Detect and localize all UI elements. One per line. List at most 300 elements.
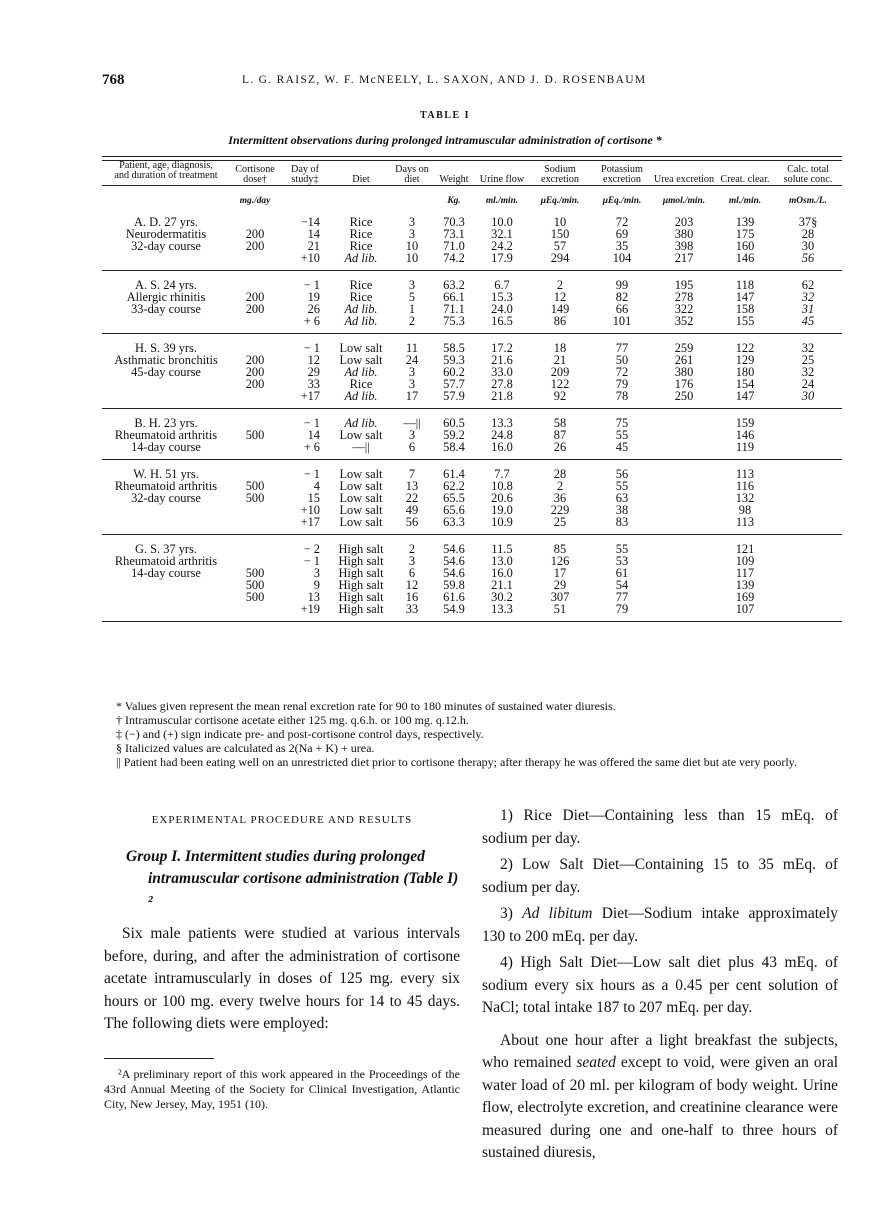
table-cell: 3 — [313, 566, 320, 580]
table-cell — [652, 460, 716, 481]
table-cell: 87 — [553, 428, 567, 442]
table-row — [102, 441, 842, 460]
table-cell: 62.2 — [443, 479, 465, 493]
table-cell: 77 — [615, 590, 629, 604]
table-cell — [230, 208, 280, 228]
table-cell: 278 — [674, 290, 694, 304]
table-cell: 352 — [674, 314, 694, 328]
table-row — [102, 291, 842, 303]
table-cell — [230, 460, 280, 481]
table-cell: H. S. 39 yrs. — [135, 341, 197, 355]
table-cell: 45 — [801, 314, 815, 328]
table-cell — [652, 555, 716, 567]
table-cell: 29 — [553, 578, 567, 592]
table-cell: 200 — [245, 302, 265, 316]
table-cell: 15.3 — [491, 290, 513, 304]
table-cell: 13.3 — [491, 416, 513, 430]
table-cell — [230, 516, 280, 535]
table-cell: 7.7 — [494, 467, 510, 481]
table-row — [102, 603, 842, 622]
table-cell: 19.0 — [491, 503, 513, 517]
table-cell: 54.6 — [443, 542, 465, 556]
footnote: || Patient had been eating well on an unrestricted diet prior to cortisone therapy; after therapy he was offered the same diet but ate very poorly. — [116, 755, 797, 769]
table-cell: 3 — [408, 428, 416, 442]
table-cell: —|| — [352, 440, 370, 454]
table-row — [102, 504, 842, 516]
table-row — [102, 567, 842, 579]
table-cell: 3 — [408, 365, 416, 379]
table-cell: 73.1 — [443, 227, 465, 241]
unit-cell — [102, 186, 230, 209]
column-header: Diet — [330, 161, 392, 186]
table-cell: − 1 — [303, 341, 320, 355]
table-cell — [774, 409, 842, 430]
footnote-rule — [104, 1058, 214, 1059]
table-cell: 2 — [408, 314, 416, 328]
table-cell — [102, 591, 230, 603]
table-row — [102, 492, 842, 504]
table-cell: 24.2 — [491, 239, 513, 253]
table-cell: 500 — [245, 491, 265, 505]
table-footnotes — [102, 699, 842, 769]
column-header: Potassium excretion — [592, 161, 652, 186]
table-cell: 11 — [406, 341, 418, 355]
table-cell: +10 — [300, 503, 320, 517]
table-cell: 500 — [245, 479, 265, 493]
table-cell — [230, 315, 280, 334]
table-row — [102, 516, 842, 535]
table-cell: 38 — [615, 503, 629, 517]
table-cell — [652, 591, 716, 603]
table-cell: 54 — [615, 578, 629, 592]
table-cell — [774, 591, 842, 603]
table-cell: 203 — [674, 215, 694, 229]
table-cell: 15 — [307, 491, 320, 505]
table-cell: 10.9 — [491, 515, 513, 529]
table-cell: 261 — [674, 353, 694, 367]
table-cell: 30.2 — [491, 590, 513, 604]
diet-3-rest: Diet—Sodium intake approximately 130 to 200 mEq. per day. — [482, 905, 838, 945]
table-cell: 65.6 — [443, 503, 465, 517]
table-cell: 9 — [313, 578, 320, 592]
footnote-2: ²A preliminary report of this work appeared in the Proceedings of the 43rd Annual Meeting of the Society for Clinical Investigation, Atlantic City, New Jersey, May, 1951 (10). — [104, 1066, 460, 1111]
table-cell: 63 — [615, 491, 629, 505]
table-cell: 200 — [245, 353, 265, 367]
group-heading: Group I. Intermittent studies during prolonged intramuscular cortisone administration (Table I) ² — [126, 847, 459, 910]
table-cell: 59.8 — [443, 578, 465, 592]
table-cell: 75 — [615, 416, 629, 430]
table-cell: 25 — [801, 353, 815, 367]
table-cell: 12 — [553, 290, 567, 304]
table-cell: Rice — [349, 278, 373, 292]
table-cell: Rheumatoid arthritis — [114, 479, 218, 493]
table-cell: 27.8 — [491, 377, 513, 391]
table-cell: 26 — [307, 302, 320, 316]
table-cell: 72 — [615, 365, 629, 379]
table-caption: Intermittent observations during prolonged intramuscular administration of cortisone * — [228, 133, 662, 147]
table-cell — [774, 516, 842, 535]
table-cell: 12 — [405, 578, 419, 592]
table-cell: 60.2 — [443, 365, 465, 379]
table-cell — [774, 579, 842, 591]
table-cell: 45 — [615, 440, 629, 454]
table-cell: 32.1 — [491, 227, 513, 241]
table-cell: Low salt — [339, 353, 383, 367]
table-cell: 160 — [735, 239, 755, 253]
table-cell: 55 — [615, 428, 629, 442]
table-cell: Low salt — [339, 467, 383, 481]
table-label: TABLE I — [419, 110, 471, 121]
table-cell: 200 — [245, 239, 265, 253]
table-cell: 26 — [553, 440, 567, 454]
footnote: † Intramuscular cortisone acetate either 125 mg. q.6.h. or 100 mg. q.12.h. — [116, 713, 469, 727]
table-cell: 24 — [801, 377, 815, 391]
table-cell: 146 — [735, 251, 755, 265]
unit-cell: ml./min. — [485, 196, 519, 206]
table-cell — [774, 480, 842, 492]
table-row — [102, 555, 842, 567]
table-cell: 99 — [615, 278, 629, 292]
section-title: EXPERIMENTAL PROCEDURE AND RESULTS — [151, 814, 413, 826]
table-cell: 32-day course — [131, 491, 201, 505]
table-cell: 113 — [735, 515, 755, 529]
unit-cell: ml./min. — [728, 196, 762, 206]
table-cell: Rheumatoid arthritis — [114, 428, 218, 442]
table-cell — [102, 390, 230, 409]
table-cell: 70.3 — [443, 215, 465, 229]
table-cell: 19 — [307, 290, 320, 304]
table-cell: − 1 — [303, 554, 320, 568]
table-cell: 32 — [801, 290, 815, 304]
column-header: Weight — [432, 161, 476, 186]
table-cell: 69 — [615, 227, 629, 241]
table-cell: 58.4 — [443, 440, 465, 454]
table-cell: 51 — [553, 602, 567, 616]
table-cell: 56 — [405, 515, 419, 529]
table-cell: 65.5 — [443, 491, 465, 505]
table-cell — [652, 409, 716, 430]
table-cell: 33 — [405, 602, 419, 616]
unit-cell: mg./day — [239, 196, 271, 206]
table-row — [102, 354, 842, 366]
table-cell — [230, 603, 280, 622]
table-cell — [652, 603, 716, 622]
table-cell: Neurodermatitis — [125, 227, 207, 241]
table-cell: Ad lib. — [344, 365, 378, 379]
table-cell: 12 — [307, 353, 320, 367]
table-cell: 17.9 — [491, 251, 513, 265]
table-cell: − 1 — [303, 416, 320, 430]
table-cell — [102, 378, 230, 390]
table-cell: 7 — [408, 467, 416, 481]
data-table — [102, 161, 842, 622]
table-cell: 1 — [408, 302, 416, 316]
table-cell — [230, 271, 280, 292]
page-number: 768 — [102, 72, 125, 88]
table-cell: 71.0 — [443, 239, 465, 253]
table-cell: 57 — [553, 239, 567, 253]
table-cell: 49 — [405, 503, 419, 517]
table-cell: 58.5 — [443, 341, 465, 355]
table-cell: 66.1 — [443, 290, 465, 304]
table-cell: Low salt — [339, 341, 383, 355]
table-cell: 25 — [553, 515, 567, 529]
table-cell: 3 — [408, 377, 416, 391]
table-cell: 200 — [245, 365, 265, 379]
table-cell: 139 — [735, 215, 755, 229]
table-cell: Rice — [349, 227, 373, 241]
table-cell: 36 — [553, 491, 567, 505]
table-cell: 82 — [615, 290, 629, 304]
table-cell — [774, 441, 842, 460]
table-cell: 33.0 — [491, 365, 513, 379]
table-cell: 33 — [307, 377, 320, 391]
table-cell: +19 — [300, 602, 320, 616]
table-cell: Low salt — [339, 479, 383, 493]
table-cell: 85 — [553, 542, 567, 556]
table-cell — [230, 504, 280, 516]
table-row — [102, 334, 842, 355]
table-cell — [652, 429, 716, 441]
diet-2: 2) Low Salt Diet—Containing 15 to 35 mEq. of sodium per day. — [482, 856, 838, 896]
table-cell — [102, 516, 230, 535]
table-cell: 16 — [405, 590, 419, 604]
footnote: § Italicized values are calculated as 2(Na + K) + urea. — [116, 741, 375, 755]
table-cell: 54.6 — [443, 566, 465, 580]
table-cell — [102, 579, 230, 591]
table-cell — [102, 315, 230, 334]
table-cell: 60.5 — [443, 416, 465, 430]
table-cell: 55 — [615, 479, 629, 493]
table-cell: Low salt — [339, 491, 383, 505]
table-cell: 92 — [553, 389, 567, 403]
table-cell: 500 — [245, 428, 265, 442]
table-cell: Ad lib. — [344, 314, 378, 328]
table-cell: 17.2 — [491, 341, 513, 355]
table-cell: 113 — [735, 467, 755, 481]
table-cell: 17 — [553, 566, 567, 580]
table-cell: 59.3 — [443, 353, 465, 367]
table-cell: 200 — [245, 377, 265, 391]
table-cell: 17 — [405, 389, 419, 403]
table-row — [102, 591, 842, 603]
table-cell: 54.6 — [443, 554, 465, 568]
table-cell: − 2 — [303, 542, 320, 556]
table-units-row — [102, 186, 842, 209]
table-row — [102, 366, 842, 378]
diet-3-label: 3) — [500, 905, 523, 922]
table-cell: 53 — [615, 554, 629, 568]
table-cell — [652, 480, 716, 492]
table-cell: Ad lib. — [344, 389, 378, 403]
table-cell: +17 — [300, 515, 320, 529]
table-cell: Rice — [349, 215, 373, 229]
table-cell: 6 — [408, 440, 416, 454]
table-cell: 56 — [801, 251, 815, 265]
unit-cell: μEq./min. — [602, 196, 642, 206]
intro-paragraph: Six male patients were studied at various intervals before, during, and after the administration of cortisone acetate intramuscularly in doses of 125 mg. every six hours or 100 mg. every twelve hours for 14 to 45 days. The following diets were employed: — [104, 925, 460, 1032]
table-cell — [774, 567, 842, 579]
table-cell: 380 — [674, 365, 694, 379]
table-cell: Rice — [349, 377, 373, 391]
unit-cell: μmol./min. — [662, 196, 706, 206]
table-cell: 11.5 — [491, 542, 513, 556]
table-cell: 10 — [405, 251, 419, 265]
table-cell: 200 — [245, 227, 265, 241]
table-cell — [652, 535, 716, 556]
procedure-italic: seated — [576, 1054, 616, 1071]
table-cell: 14 — [307, 227, 320, 241]
table-cell — [774, 492, 842, 504]
table-cell: Rice — [349, 290, 373, 304]
table-cell: 33-day course — [131, 302, 201, 316]
procedure-text-a: About one hour after a light breakfast the subjects, who remained — [482, 1031, 838, 1071]
table-row — [102, 303, 842, 315]
column-header: Day of study‡ — [280, 161, 330, 186]
table-cell: 307 — [550, 590, 570, 604]
table-cell: 37§ — [798, 215, 818, 229]
table-cell: 3 — [408, 278, 416, 292]
footnote: * Values given represent the mean renal excretion rate for 90 to 180 minutes of sustained water diuresis. — [116, 699, 616, 713]
table-cell: 24.8 — [491, 428, 513, 442]
table-cell: 10.8 — [491, 479, 513, 493]
table-cell: 118 — [735, 278, 755, 292]
table-cell: High salt — [338, 566, 384, 580]
table-cell: 101 — [612, 314, 632, 328]
procedure-paragraph — [482, 1030, 838, 1165]
table-cell: 83 — [615, 515, 629, 529]
table-cell: 132 — [735, 491, 755, 505]
table-cell: 176 — [674, 377, 694, 391]
table-cell: 61.4 — [443, 467, 465, 481]
table-cell — [230, 535, 280, 556]
table-cell: 3 — [408, 227, 416, 241]
table-cell — [774, 603, 842, 622]
column-header: Sodium excretion — [528, 161, 592, 186]
table-cell: +10 — [300, 251, 320, 265]
unit-cell: Kg. — [447, 196, 461, 206]
table-cell: Allergic rhinitis — [126, 290, 206, 304]
diet-4: 4) High Salt Diet—Low salt diet plus 43 mEq. of sodium every six hours as a 0.45 per cent solution of NaCl; total intake 187 to 207 mEq. per day. — [482, 954, 838, 1016]
table-cell: 13 — [405, 479, 419, 493]
table-cell: 10.0 — [491, 215, 513, 229]
table-cell: 31 — [801, 302, 815, 316]
table-cell: 107 — [735, 602, 755, 616]
table-row — [102, 252, 842, 271]
table-cell: 35 — [615, 239, 629, 253]
patient-group — [102, 271, 842, 334]
table-cell: 13 — [307, 590, 320, 604]
table-cell: 122 — [735, 341, 755, 355]
table-cell: 98 — [738, 503, 752, 517]
table-cell: 146 — [735, 428, 755, 442]
right-column — [482, 805, 838, 1171]
table-cell — [230, 390, 280, 409]
table-cell — [230, 334, 280, 355]
patient-group — [102, 334, 842, 409]
table-cell: 139 — [735, 578, 755, 592]
unit-cell: mOsm./L. — [788, 196, 828, 206]
table-cell: 322 — [674, 302, 694, 316]
table-cell: 21 — [307, 239, 320, 253]
table-cell: Ad lib. — [344, 302, 378, 316]
table-cell: + 6 — [303, 440, 320, 454]
table-cell — [774, 535, 842, 556]
patient-group — [102, 460, 842, 535]
table-cell: 3 — [408, 554, 416, 568]
table-cell: 2 — [408, 542, 416, 556]
patient-group — [102, 208, 842, 271]
table-cell: 72 — [615, 215, 629, 229]
table-row — [102, 480, 842, 492]
table-row — [102, 240, 842, 252]
table-cell: 116 — [735, 479, 755, 493]
table-cell: 259 — [674, 341, 694, 355]
table-cell — [652, 567, 716, 579]
table-cell: 154 — [735, 377, 755, 391]
table-cell: 30 — [801, 389, 815, 403]
table-cell: 56 — [615, 467, 629, 481]
table-cell: 159 — [735, 416, 755, 430]
table-cell: Ad lib. — [344, 416, 378, 430]
table-cell: 158 — [735, 302, 755, 316]
column-header: Urea excretion — [652, 161, 716, 186]
table-cell — [774, 555, 842, 567]
table-cell: 57.9 — [443, 389, 465, 403]
table-cell — [774, 460, 842, 481]
table-cell: 45-day course — [131, 365, 201, 379]
table-cell: 30 — [801, 239, 815, 253]
table-cell: 57.7 — [443, 377, 465, 391]
table-cell: 32 — [801, 341, 815, 355]
table-cell: 250 — [674, 389, 694, 403]
table-cell: 32-day course — [131, 239, 201, 253]
left-column — [104, 805, 460, 1112]
table-cell: 21 — [553, 353, 567, 367]
running-head: L. G. RAISZ, W. F. McNEELY, L. SAXON, AND J. D. ROSENBAUM — [242, 74, 647, 86]
table-cell: 55 — [615, 542, 629, 556]
table-cell: 24 — [405, 353, 419, 367]
table-cell: 500 — [245, 590, 265, 604]
table-cell: 294 — [550, 251, 570, 265]
table-cell: 20.6 — [491, 491, 513, 505]
table-cell: W. H. 51 yrs. — [133, 467, 199, 481]
column-header: Days on diet — [392, 161, 432, 186]
table-cell: +17 — [300, 389, 320, 403]
table-cell: 150 — [550, 227, 570, 241]
table-cell: Rice — [349, 239, 373, 253]
table-cell: + 6 — [303, 314, 320, 328]
table-cell: 3 — [408, 215, 416, 229]
data-table-wrapper — [102, 156, 842, 622]
table-cell: 21.6 — [491, 353, 513, 367]
table-cell: 13.3 — [491, 602, 513, 616]
table-cell: 21.8 — [491, 389, 513, 403]
table-row — [102, 390, 842, 409]
table-cell: 117 — [735, 566, 755, 580]
table-cell: 10 — [553, 215, 567, 229]
table-cell: 21.1 — [491, 578, 513, 592]
table-cell: 66 — [615, 302, 629, 316]
table-cell: 16.0 — [491, 440, 513, 454]
table-cell: −14 — [300, 215, 320, 229]
table-cell: 63.3 — [443, 515, 465, 529]
table-cell: 63.2 — [443, 278, 465, 292]
table-row — [102, 228, 842, 240]
unit-cell — [280, 186, 330, 209]
table-row — [102, 378, 842, 390]
table-cell — [652, 492, 716, 504]
